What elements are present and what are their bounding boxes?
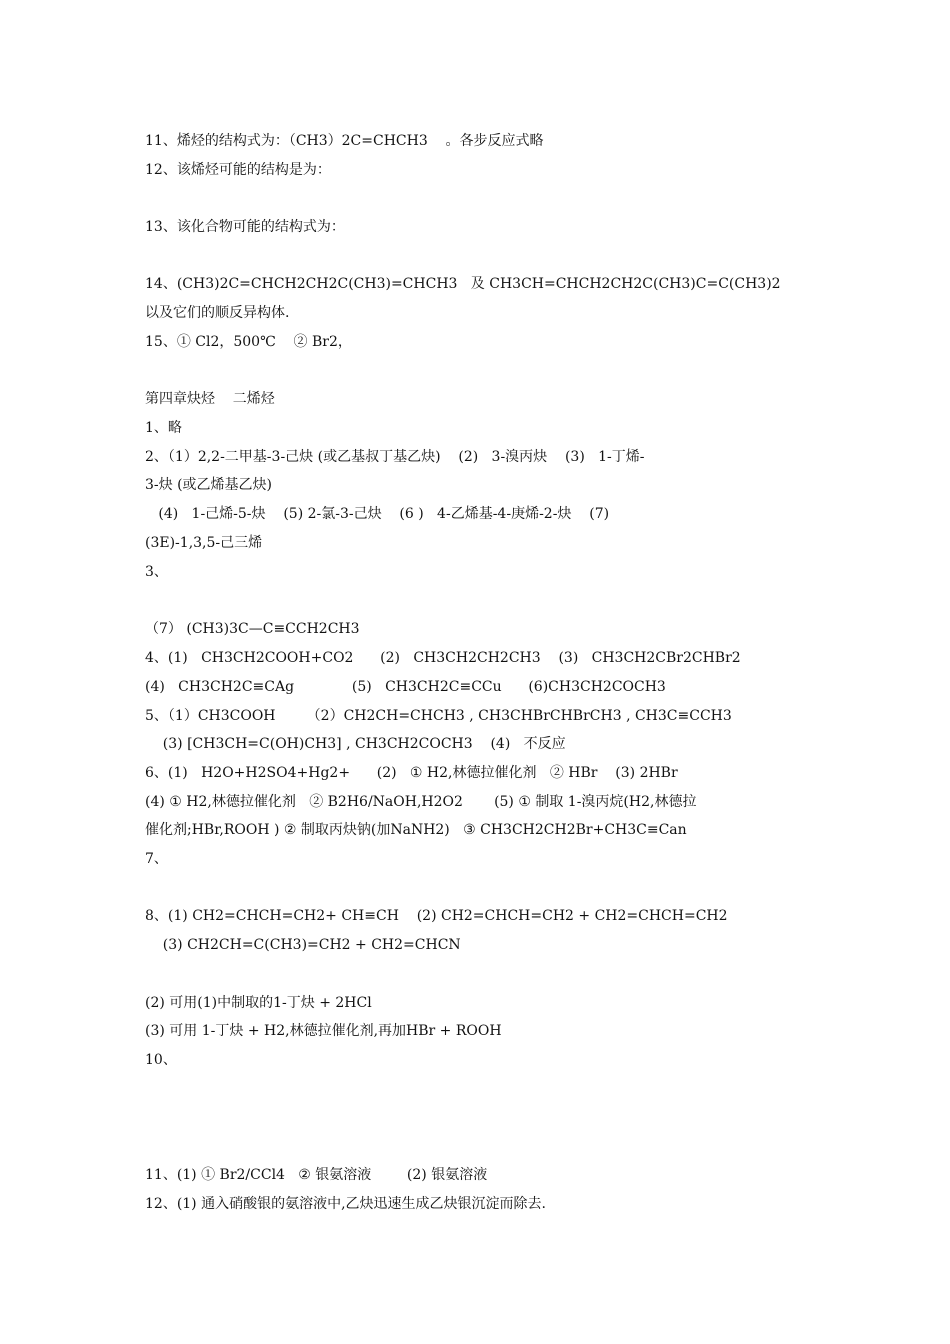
text-line: (2) 可用(1)中制取的1-丁炔 + 2HCl bbox=[145, 995, 372, 1011]
text-line: (4) ① H2,林德拉催化剂 ② B2H6/NaOH,H2O2 (5) ① 制取 1-溴丙烷(H2,林德拉 bbox=[145, 794, 697, 810]
text-line: 11、烯烃的结构式为：（CH3）2C=CHCH3 。各步反应式略 bbox=[145, 133, 544, 149]
text-line: (3E)-1,3,5-己三烯 bbox=[145, 535, 263, 551]
text-line: (3) CH2CH=C(CH3)=CH2 + CH2=CHCN bbox=[145, 937, 461, 953]
text-line: 1、略 bbox=[145, 420, 182, 436]
text-line: 3、 bbox=[145, 564, 168, 580]
text-line: 3-炔 (或乙烯基乙炔) bbox=[145, 477, 273, 493]
text-line: 10、 bbox=[145, 1052, 177, 1068]
text-line: 5、（1）CH3COOH （2）CH2CH=CHCH3 , CH3CHBrCHBrCH3 , CH3C≡CCH3 bbox=[145, 708, 732, 724]
text-line: 催化剂;HBr,ROOH ) ② 制取丙炔钠(加NaNH2) ③ CH3CH2CH2Br+CH3C≡Can bbox=[145, 822, 687, 838]
chapter-title: 第四章炔烃 二烯烃 bbox=[145, 391, 275, 407]
text-line: （7） (CH3)3C—C≡CCH2CH3 bbox=[145, 621, 360, 637]
text-line: (3) [CH3CH=C(OH)CH3] , CH3CH2COCH3 (4) 不反应 bbox=[145, 736, 566, 752]
text-line: 12、该烯烃可能的结构是为： bbox=[145, 162, 331, 178]
text-line: 11、(1) ① Br2/CCl4 ② 银氨溶液 (2) 银氨溶液 bbox=[145, 1167, 488, 1183]
text-line: 以及它们的顺反异构体. bbox=[145, 305, 290, 321]
text-line: 14、(CH3)2C=CHCH2CH2C(CH3)=CHCH3 及 CH3CH=CHCH2CH2C(CH3)C=C(CH3)2 bbox=[145, 276, 781, 292]
text-line: 7、 bbox=[145, 851, 168, 867]
text-line: 6、(1) H2O+H2SO4+Hg2+ (2) ① H2,林德拉催化剂 ② HBr (3) 2HBr bbox=[145, 765, 678, 781]
text-line: (4) 1-己烯-5-炔 (5) 2-氯-3-己炔 (6 ) 4-乙烯基-4-庚烯-2-炔 (7) bbox=[145, 506, 610, 522]
text-line: (3) 可用 1-丁炔 + H2,林德拉催化剂,再加HBr + ROOH bbox=[145, 1023, 502, 1039]
text-line: 15、① Cl2，500℃ ② Br2， bbox=[145, 334, 352, 350]
text-line: 8、(1) CH2=CHCH=CH2+ CH≡CH (2) CH2=CHCH=CH2 + CH2=CHCH=CH2 bbox=[145, 908, 728, 924]
text-line: 13、该化合物可能的结构式为： bbox=[145, 219, 345, 235]
text-line: 12、(1) 通入硝酸银的氨溶液中,乙炔迅速生成乙炔银沉淀而除去. bbox=[145, 1196, 546, 1212]
text-line: 4、(1) CH3CH2COOH+CO2 (2) CH3CH2CH2CH3 (3) CH3CH2CBr2CHBr2 bbox=[145, 650, 741, 666]
text-line: 2、（1）2,2-二甲基-3-己炔 (或乙基叔丁基乙炔) (2) 3-溴丙炔 (3) 1-丁烯- bbox=[145, 449, 645, 465]
text-line: (4) CH3CH2C≡CAg (5) CH3CH2C≡CCu (6)CH3CH2COCH3 bbox=[145, 679, 666, 695]
